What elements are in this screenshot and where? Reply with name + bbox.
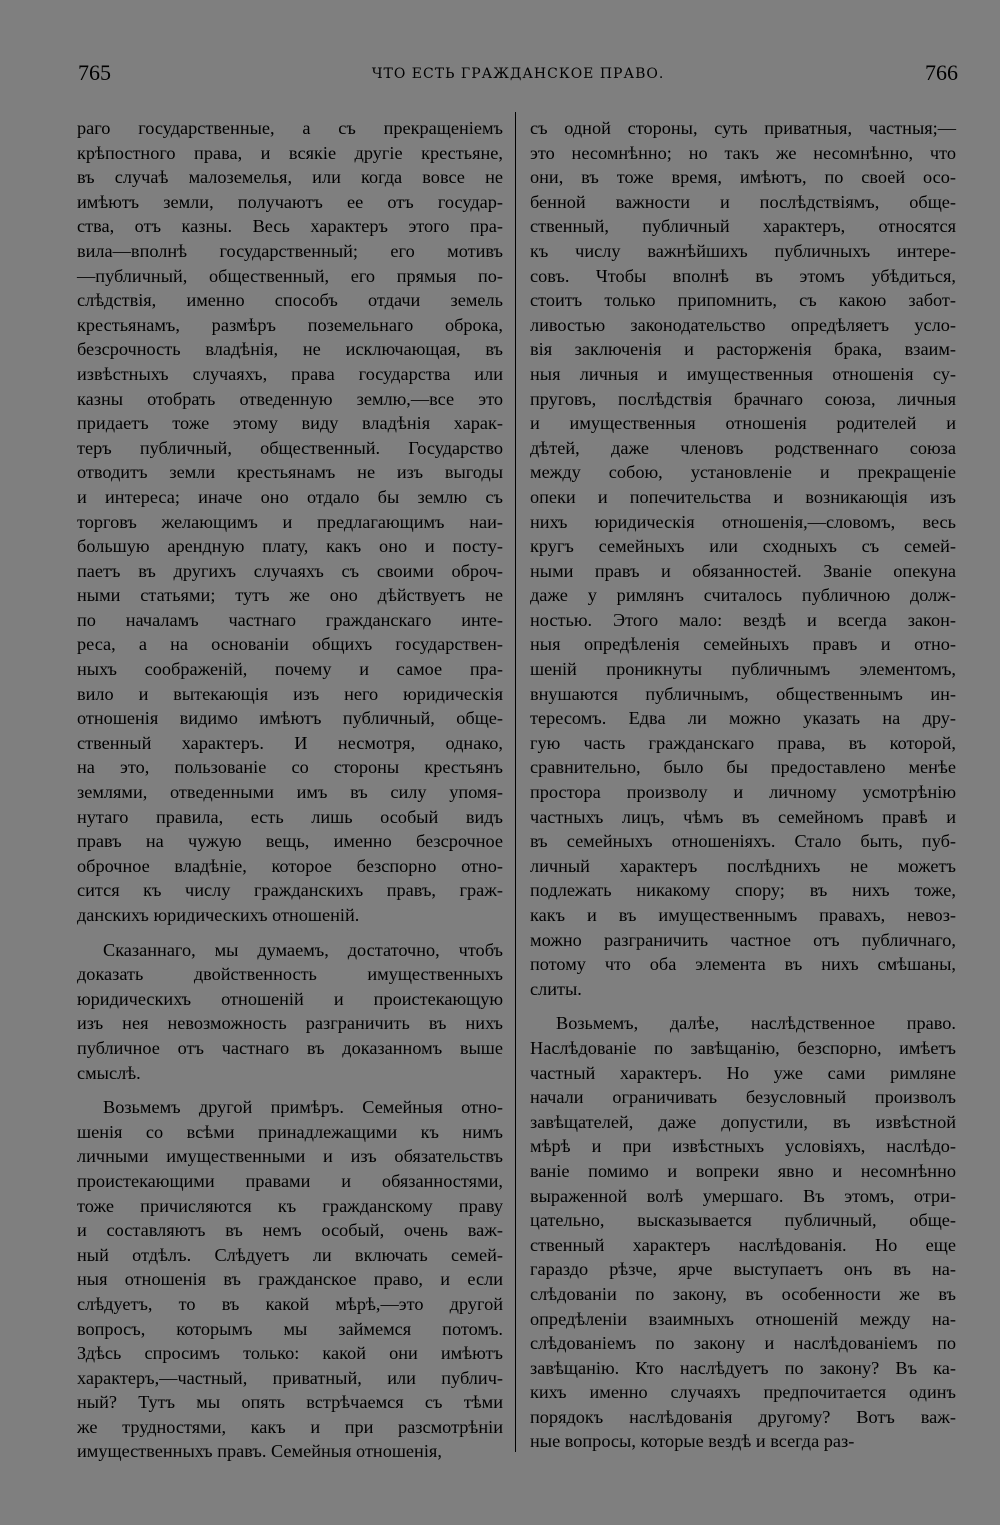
text-line: кихъ именно случаяхъ предпочитается одинъ [530,1382,956,1403]
text-line: Наслѣдованіе по завѣщанію, безспорно, имѣетъ [530,1037,956,1058]
text-line: къ числу важнѣйшихъ публичныхъ интере- [530,240,956,261]
text-line: они, въ тоже время, имѣютъ, по своей осо- [530,167,956,188]
text-line: оброчное владѣніе, которое безспорно отно- [77,855,503,876]
text-line: Возьмемъ, далѣе, наслѣдственное право. [556,1013,956,1034]
text-line: и имущественныя отношенія родителей и [530,413,956,434]
text-line: слиты. [530,978,582,999]
text-line: гараздо рѣзче, ярче выступаетъ онъ въ на- [530,1259,956,1280]
text-line: изъ нея невозможность разграничить въ нихъ [77,1013,503,1034]
text-line: опредѣленіи взаимныхъ отношеній между на- [530,1308,956,1329]
text-line: слѣдованіемъ по закону и наслѣдованіемъ по [530,1333,956,1354]
text-line: паетъ въ другихъ случаяхъ съ своими оброч- [77,560,503,581]
text-line: ственный характеръ наслѣдованія. Но еще [530,1234,956,1255]
text-line: въ семейныхъ отношеніяхъ. Стало быть, пуб- [530,831,956,852]
text-line: ныя отношенія въ гражданское право, и если [77,1269,503,1290]
text-line: гую часть гражданскаго права, въ которой, [530,732,956,753]
text-line: проистекающими правами и обязанностями, [77,1170,503,1191]
left-column [77,116,503,1464]
text-line: ными статьями; тутъ же оно дѣйствуетъ не [77,585,503,606]
text-line: слѣдствія, именно способъ отдачи земель [77,290,503,311]
text-line: тоже причисляются къ гражданскому праву [77,1195,503,1216]
text-line: землями, отведенными имъ въ силу упомя- [77,782,503,803]
text-line: по началамъ частнаго гражданскаго инте- [77,609,503,630]
text-line: вила—вполнѣ государственный; его мотивъ [77,240,503,261]
text-line: частный характеръ. Но уже сами римляне [530,1062,956,1083]
text-line: доказать двойственность имущественныхъ [77,964,503,985]
text-line: крѣпостного права, и всякіе другіе крестьяне, [77,142,503,163]
text-line: частныхъ лицъ, чѣмъ въ семейномъ правѣ и [530,806,956,827]
text-line: крестьянамъ, размѣръ поземельнаго оброка, [77,314,503,335]
text-line: раго государственные, а съ прекращеніемъ [77,118,503,138]
text-line: можно разграничить частное отъ публичнаго, [530,929,956,950]
text-line: правъ на чужую вещь, именно безсрочное [77,831,503,852]
text-line: характеръ,—частный, приватный, или публич- [77,1367,503,1388]
paragraph-gap [77,928,503,938]
text-line: ливостью законодательство опредѣляетъ усло- [530,314,956,335]
text-line: торговъ желающимъ и предлагающимъ наи- [77,511,503,532]
text-line: ныя опредѣленія семейныхъ правъ и отно- [530,634,956,655]
text-line: ныя личныя и имущественныя отношенія су- [530,363,956,384]
text-line: публичное отъ частнаго въ доказанномъ выше [77,1037,503,1058]
text-line: ственный характеръ. И несмотря, однако, [77,732,503,753]
text-line: и интереса; иначе оно отдало бы землю съ [77,486,503,507]
text-line: внушаются публичнымъ, общественнымъ ин- [530,683,956,704]
text-line: тересомъ. Едва ли можно указать на дру- [530,708,956,729]
text-line: между собою, установленіе и прекращеніе [530,462,956,483]
text-line: завѣщанію. Кто наслѣдуетъ по закону? Въ ка- [530,1357,956,1378]
text-line: даже у римлянъ считалось публичною долж- [530,585,956,606]
text-line: же трудностями, какъ и при разсмотрѣніи [77,1416,503,1437]
text-line: смыслѣ. [77,1062,141,1083]
text-line: казны отобрать отведенную землю,—все это [77,388,503,409]
text-line: ностью. Этого мало: вездѣ и всегда закон- [530,609,956,630]
text-line: цательно, высказывается публичный, обще- [530,1210,956,1231]
text-line: нутаго правила, есть лишь особый видъ [77,806,503,827]
text-line: подлежать никакому спору; въ нихъ тоже, [530,880,956,901]
text-line: вило и вытекающія изъ него юридическія [77,683,503,704]
text-line: ными правъ и обязанностей. Званіе опекуна [530,560,956,581]
text-line: ные вопросы, которые вездѣ и всегда раз- [530,1431,855,1452]
text-line: съ одной стороны, суть приватныя, частныя;— [530,118,956,138]
paragraph-gap [530,1001,956,1011]
text-line: имущественныхъ правъ. Семейныя отношенія, [77,1441,442,1462]
text-line: совъ. Чтобы вполнѣ въ этомъ убѣдиться, [530,265,956,286]
text-line: это несомнѣнно; но такъ же несомнѣнно, что [530,142,956,163]
text-line: шеній проникнуты публичнымъ элементомъ, [530,659,956,680]
text-line: мѣрѣ и при извѣстныхъ условіяхъ, наслѣдо- [530,1136,956,1157]
column-divider [515,112,516,1452]
text-line: ныхъ соображеній, почему и самое пра- [77,659,503,680]
text-line: отводитъ земли крестьянамъ не изъ выгоды [77,462,503,483]
text-line: Сказаннаго, мы думаемъ, достаточно, чтобъ [103,939,503,960]
text-line: слѣдованіи по закону, въ особенности же въ [530,1283,956,1304]
text-line: ства, отъ казны. Весь характеръ этого пра- [77,216,503,237]
page-number-right: 766 [925,60,958,85]
text-line: бенной важности и послѣдствіямъ, обще- [530,191,956,212]
text-line: извѣстныхъ случаяхъ, права государства или [77,363,503,384]
text-line: теръ публичный, общественный. Государство [77,437,503,458]
text-line: личными имущественными и изъ обязательствъ [77,1146,503,1167]
text-line: пруговъ, послѣдствія брачнаго союза, личныя [530,388,956,409]
text-line: ный? Тутъ мы опять встрѣчаемся съ тѣми [77,1392,503,1413]
text-line: въ случаѣ малоземелья, или когда вовсе не [77,167,503,188]
text-line: на это, пользованіе со стороны крестьянъ [77,757,503,778]
text-line: данскихъ юридическихъ отношеній. [77,905,360,925]
text-line: ваніе помимо и вопреки явно и несомнѣнно [530,1160,956,1181]
text-line: сится къ числу гражданскихъ правъ, граж- [77,880,503,901]
text-line: кругъ семейныхъ или сходныхъ съ семей- [530,536,956,557]
text-line: ный отдѣлъ. Слѣдуетъ ли включать семей- [77,1244,503,1265]
text-line: Возьмемъ другой примѣръ. Семейныя отно- [103,1097,503,1118]
text-line: и составляютъ въ немъ особый, очень важ- [77,1220,503,1241]
text-line: дѣтей, даже членовъ родственнаго союза [530,437,956,458]
running-title: ЧТО ЕСТЬ ГРАЖДАНСКОЕ ПРАВО. [371,66,665,82]
text-line: реса, а на основаніи общихъ государствен- [77,634,503,655]
right-column [530,116,956,1454]
text-line: шенія со всѣми принадлежащими къ нимъ [77,1121,503,1142]
text-line: нихъ юридическія отношенія,—словомъ, весь [530,511,956,532]
text-line: отношенія видимо имѣютъ публичный, обще- [77,708,503,729]
text-line: —публичный, общественный, его прямыя по- [77,265,503,286]
text-line: юридическихъ отношеній и проистекающую [77,988,503,1009]
text-line: ственный, публичный характеръ, относятся [530,216,956,237]
text-line: безсрочность владѣнія, не исключающая, въ [77,339,503,360]
text-line: простора произволу и личному усмотрѣнію [530,782,956,803]
text-line: стоитъ только припомнить, съ какою забот- [530,290,956,311]
text-line: придаетъ тоже этому виду владѣнія харак- [77,413,503,434]
text-line: личный характеръ послѣднихъ не можетъ [530,855,956,876]
text-line: имѣютъ земли, получаютъ ее отъ государ- [77,191,503,212]
page-number-left: 765 [78,60,111,85]
text-line: потому что оба элемента въ нихъ смѣшаны, [530,954,956,975]
text-line: слѣдуетъ, то въ какой мѣрѣ,—это другой [77,1293,503,1314]
text-line: большую арендную плату, какъ оно и посту- [77,536,503,557]
text-line: вія заключенія и расторженія брака, взаим- [530,339,956,360]
text-line: опеки и попечительства и возникающія изъ [530,486,956,507]
text-line: какъ и въ имущественнымъ правахъ, невоз- [530,905,956,925]
page-header [78,60,958,94]
text-line: Здѣсь спросимъ только: какой они имѣютъ [77,1343,503,1364]
paragraph-gap [77,1085,503,1095]
text-line: порядокъ наслѣдованія другому? Вотъ важ- [530,1406,956,1427]
text-line: завѣщателей, даже допустили, въ извѣстной [530,1111,956,1132]
text-line: выраженной волѣ умершаго. Въ этомъ, отри- [530,1185,956,1206]
text-line: вопросъ, которымъ мы займемся потомъ. [77,1318,503,1339]
text-line: начали ограничивать безусловный произволъ [530,1087,956,1108]
text-line: сравнительно, было бы предоставлено менѣе [530,757,956,778]
